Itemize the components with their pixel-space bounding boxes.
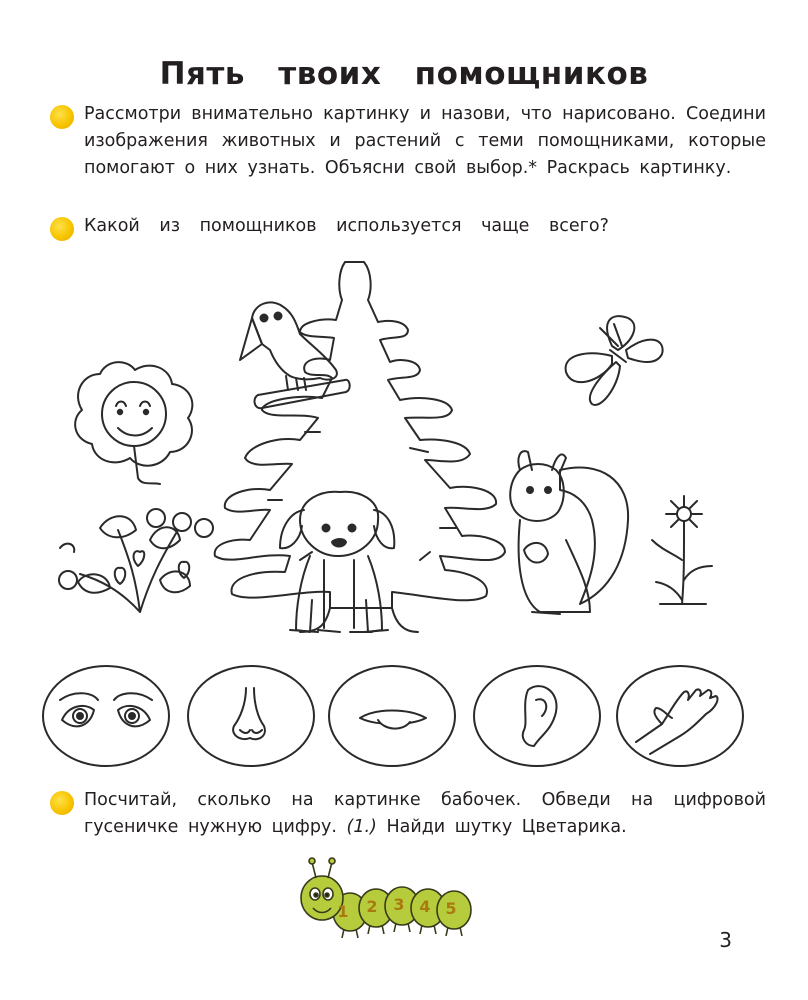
caterpillar-digit-1[interactable]: 1 xyxy=(337,902,349,921)
task-3-hint: (1.) xyxy=(346,817,377,837)
chamomile-illustration xyxy=(652,496,712,604)
bullet-icon xyxy=(50,217,74,241)
task-2 xyxy=(50,213,766,240)
squirrel-illustration xyxy=(510,451,628,614)
helper-eyes[interactable] xyxy=(43,666,169,766)
task-3-text xyxy=(84,787,766,841)
caterpillar-digit-4[interactable]: 4 xyxy=(419,897,431,916)
task-3-text-main: Посчитай, сколько на картинке бабочек. Обведи на цифровой гусеничке нужную цифру. xyxy=(84,790,766,837)
flower-face-illustration xyxy=(75,362,192,484)
crow-illustration xyxy=(240,302,350,408)
caterpillar-antenna-tip xyxy=(329,858,335,864)
helper-nose[interactable] xyxy=(188,666,314,766)
helper-tongue[interactable] xyxy=(329,666,455,766)
helper-ear[interactable] xyxy=(474,666,600,766)
bullet-icon xyxy=(50,105,74,129)
caterpillar-antenna-tip xyxy=(309,858,315,864)
caterpillar-digit-3[interactable]: 3 xyxy=(393,895,405,914)
helper-ovals xyxy=(43,666,743,766)
strawberry-plant-illustration xyxy=(59,509,213,612)
page-title: Пять твоих помощников xyxy=(159,56,649,92)
caterpillar-illustration xyxy=(296,854,476,946)
caterpillar-digit-5[interactable]: 5 xyxy=(445,899,457,918)
task-3-text-tail: Найди шутку Цветарика. xyxy=(386,817,627,837)
helper-hand[interactable] xyxy=(617,666,743,766)
caterpillar-digit-2[interactable]: 2 xyxy=(366,897,378,916)
bullet-icon xyxy=(50,791,74,815)
puppy-illustration xyxy=(280,492,394,632)
caterpillar-pupil xyxy=(314,893,318,897)
task-3 xyxy=(50,787,766,841)
task-1 xyxy=(50,101,766,182)
caterpillar-pupil xyxy=(325,893,329,897)
fir-tree-illustration xyxy=(215,262,505,632)
task-2-text: Какой из помощников используется чаще всего? xyxy=(84,216,609,236)
page-number: 3 xyxy=(719,928,732,952)
butterfly-illustration xyxy=(566,316,663,405)
illustration xyxy=(0,250,808,770)
task-1-text: Рассмотри внимательно картинку и назови, что нарисовано. Соедини изображения животных и растений с теми помощниками, которые помогают о них узнать. Объясни свой выбор.* Раскрась картинку. xyxy=(84,104,766,178)
